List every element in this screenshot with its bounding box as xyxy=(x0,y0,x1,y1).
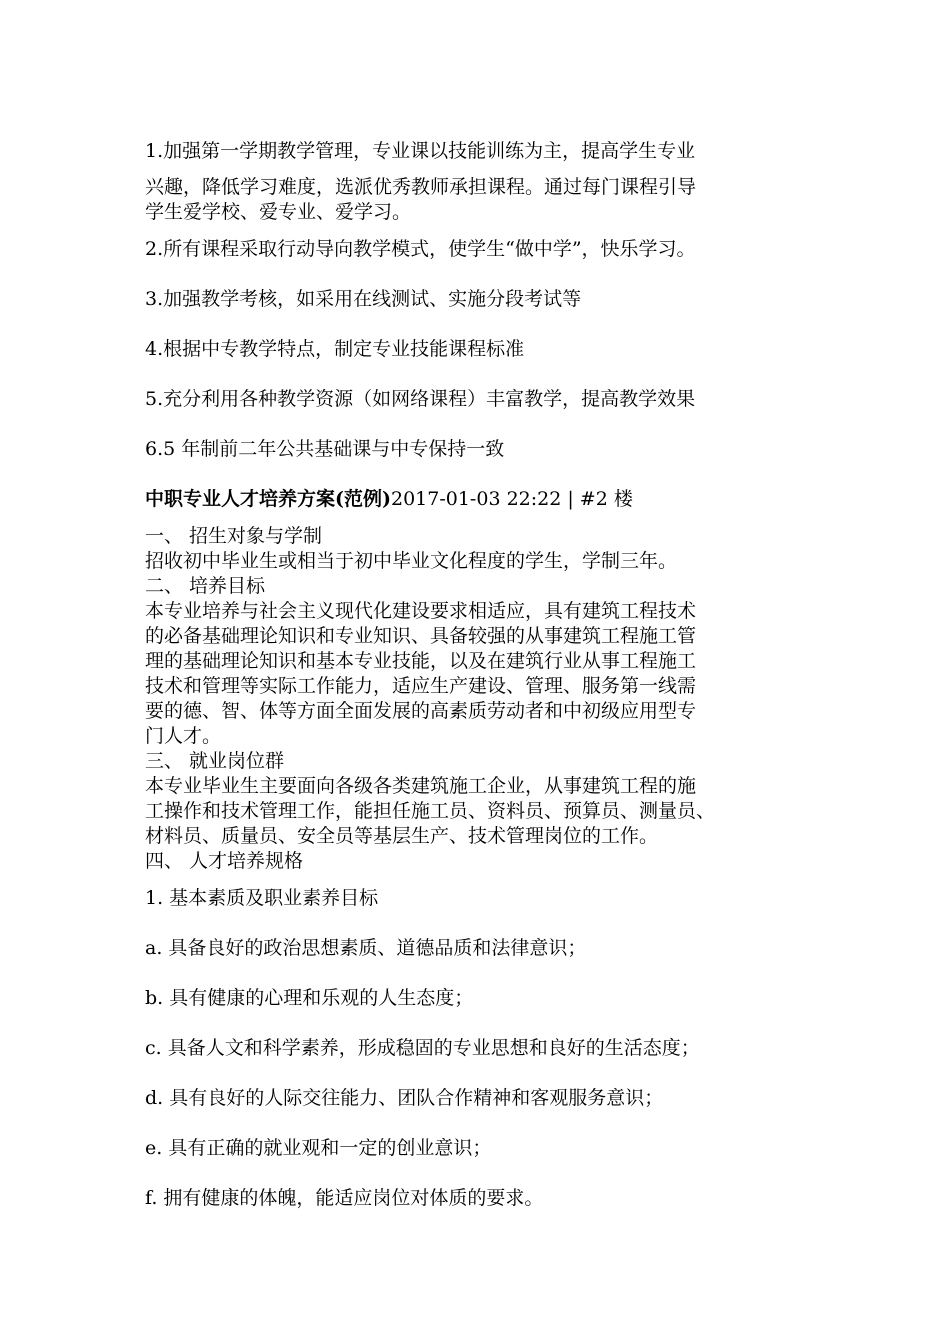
list-item-2: 2.所有课程采取行动导向教学模式，使学生“做中学”，快乐学习。 xyxy=(145,238,696,260)
section-3-body-line-2: 工操作和技术管理工作，能担任施工员、资料员、预算员、测量员、 xyxy=(145,800,716,822)
list-item-3: 3.加强教学考核，如采用在线测试、实施分段考试等 xyxy=(145,288,582,310)
list-item-5: 5.充分利用各种教学资源（如网络课程）丰富教学，提高教学效果 xyxy=(145,388,696,410)
spec-item-e: e. 具有正确的就业观和一定的创业意识； xyxy=(145,1137,492,1159)
section-2-body-line-4: 技术和管理等实际工作能力，适应生产建设、管理、服务第一线需 xyxy=(145,675,697,697)
section-1-body: 招收初中毕业生或相当于初中毕业文化程度的学生，学制三年。 xyxy=(145,550,678,572)
section-3-body-line-3: 材料员、质量员、安全员等基层生产、技术管理岗位的工作。 xyxy=(145,825,659,847)
list-item-1-line-3: 学生爱学校、爱专业、爱学习。 xyxy=(145,201,412,223)
section-1-heading: 一、 招生对象与学制 xyxy=(145,525,323,547)
post-header xyxy=(145,487,633,511)
section-2-heading: 二、 培养目标 xyxy=(145,575,266,597)
section-2-body-line-2: 的必备基础理论知识和专业知识、具备较强的从事建筑工程施工管 xyxy=(145,625,697,647)
section-2-body-line-1: 本专业培养与社会主义现代化建设要求相适应，具有建筑工程技术 xyxy=(145,600,697,622)
spec-item-d: d. 具有良好的人际交往能力、团队合作精神和客观服务意识； xyxy=(145,1087,664,1109)
spec-subheading: 1. 基本素质及职业素养目标 xyxy=(145,887,379,909)
spec-item-b: b. 具有健康的心理和乐观的人生态度； xyxy=(145,987,474,1009)
section-2-body-line-3: 理的基础理论知识和基本专业技能，以及在建筑行业从事工程施工 xyxy=(145,650,697,672)
list-item-1-line-1: 1.加强第一学期教学管理，专业课以技能训练为主，提高学生专业 xyxy=(145,140,696,162)
spec-item-c: c. 具备人文和科学素养，形成稳固的专业思想和良好的生活态度； xyxy=(145,1037,700,1059)
spec-item-f: f. 拥有健康的体魄，能适应岗位对体质的要求。 xyxy=(145,1187,544,1209)
section-4-heading: 四、 人才培养规格 xyxy=(145,850,304,872)
list-item-6: 6.5 年制前二年公共基础课与中专保持一致 xyxy=(145,438,505,460)
section-3-body-line-1: 本专业毕业生主要面向各级各类建筑施工企业，从事建筑工程的施 xyxy=(145,775,697,797)
list-item-1-line-2: 兴趣，降低学习难度，选派优秀教师承担课程。通过每门课程引导 xyxy=(145,176,697,198)
section-3-heading: 三、 就业岗位群 xyxy=(145,750,285,772)
post-title: 中职专业人才培养方案(范例) xyxy=(145,488,391,510)
list-item-4: 4.根据中专教学特点，制定专业技能课程标准 xyxy=(145,338,525,360)
section-2-body-line-5: 要的德、智、体等方面全面发展的高素质劳动者和中初级应用型专 xyxy=(145,700,697,722)
spec-item-a: a. 具备良好的政治思想素质、道德品质和法律意识； xyxy=(145,937,587,959)
post-meta: 2017-01-03 22:22 | #2 楼 xyxy=(390,488,633,510)
section-2-body-line-6: 门人才。 xyxy=(145,725,222,747)
